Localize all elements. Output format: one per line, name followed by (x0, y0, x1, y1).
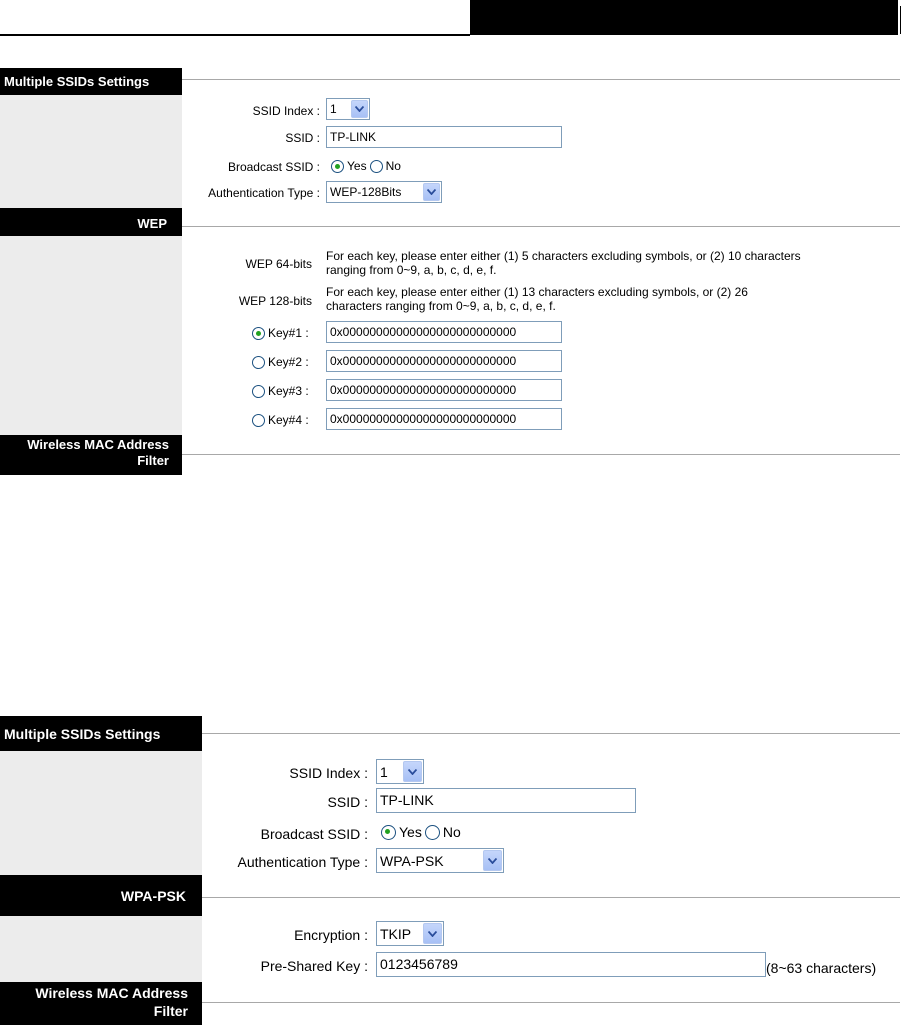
section-title: Multiple SSIDs Settings (4, 726, 161, 742)
ssid-index-label: SSID Index : (289, 765, 368, 781)
wep64-label: WEP 64-bits (245, 257, 312, 271)
wep128-note-line: For each key, please enter either (1) 13 characters excluding symbols, or (2) 26 (326, 285, 748, 299)
broadcast-yes-radio[interactable] (381, 825, 396, 840)
section-wireless-mac-filter (0, 435, 182, 475)
auth-type-label: Authentication Type : (208, 186, 320, 200)
key3-input[interactable]: 0x00000000000000000000000000 (326, 379, 562, 401)
encryption-label: Encryption : (294, 927, 368, 943)
auth-type-select[interactable] (376, 848, 504, 873)
pre-shared-key-input[interactable]: 0123456789 (376, 952, 766, 977)
key2-radio[interactable] (252, 356, 265, 369)
section-separator (182, 454, 900, 455)
ssid-index-value: 1 (330, 102, 337, 116)
section-wpa-psk (0, 875, 202, 916)
broadcast-no-label: No (442, 824, 461, 840)
wep64-note-line: ranging from 0~9, a, b, c, d, e, f. (326, 263, 497, 277)
key4-input[interactable]: 0x00000000000000000000000000 (326, 408, 562, 430)
chevron-down-icon[interactable] (423, 183, 440, 201)
broadcast-yes-label: Yes (347, 159, 367, 173)
key2-input[interactable]: 0x00000000000000000000000000 (326, 350, 562, 372)
ssid-label: SSID : (327, 794, 368, 810)
broadcast-yes-label: Yes (399, 824, 422, 840)
section-separator (182, 226, 900, 227)
pre-shared-key-hint: (8~63 characters) (766, 960, 877, 976)
ssid-input[interactable]: TP-LINK (376, 788, 636, 813)
section-wireless-mac-filter (0, 982, 202, 1025)
section-wep (0, 208, 182, 236)
broadcast-ssid-options (331, 159, 401, 173)
key1-input[interactable]: 0x00000000000000000000000000 (326, 321, 562, 343)
section-title: WPA-PSK (120, 888, 186, 904)
key3-radio[interactable] (252, 385, 265, 398)
broadcast-ssid-options (381, 824, 461, 840)
broadcast-yes-radio[interactable] (331, 160, 344, 173)
auth-type-value: WPA-PSK (380, 852, 444, 869)
sidebar-grey-block (0, 916, 202, 982)
section-title: Filter (137, 453, 169, 468)
wep128-note-line: characters ranging from 0~9, a, b, c, d, e, f. (326, 299, 556, 313)
section-title: Wireless MAC Address (35, 985, 188, 1001)
key3-row (252, 384, 309, 398)
ssid-index-label: SSID Index : (252, 104, 320, 118)
header-black-bar (470, 0, 898, 35)
section-separator (182, 79, 900, 80)
auth-type-value: WEP-128Bits (330, 185, 402, 199)
chevron-down-icon[interactable] (403, 761, 422, 782)
encryption-select[interactable] (376, 921, 444, 946)
broadcast-no-radio[interactable] (370, 160, 383, 173)
key4-label: Key#4 : (268, 413, 309, 427)
sidebar-grey-block (0, 236, 182, 435)
key1-label: Key#1 : (268, 326, 309, 340)
chevron-down-icon[interactable] (351, 100, 368, 118)
section-multiple-ssids-settings (0, 716, 202, 751)
header-rule (0, 34, 470, 36)
key2-label: Key#2 : (268, 355, 309, 369)
ssid-index-value: 1 (380, 763, 388, 780)
broadcast-no-radio[interactable] (425, 825, 440, 840)
wep64-note-line: For each key, please enter either (1) 5 characters excluding symbols, or (2) 10 characters (326, 249, 801, 263)
chevron-down-icon[interactable] (423, 923, 442, 944)
section-separator (202, 733, 900, 734)
broadcast-ssid-label: Broadcast SSID : (227, 160, 320, 174)
header-edge-line (900, 6, 901, 34)
sidebar-grey-block (0, 751, 202, 875)
chevron-down-icon[interactable] (483, 850, 502, 871)
ssid-input[interactable]: TP-LINK (326, 126, 562, 148)
section-multiple-ssids-settings (0, 68, 182, 95)
auth-type-select[interactable] (326, 181, 442, 203)
key1-radio[interactable] (252, 327, 265, 340)
key3-label: Key#3 : (268, 384, 309, 398)
key4-radio[interactable] (252, 414, 265, 427)
wep128-label: WEP 128-bits (238, 294, 312, 308)
section-title: Wireless MAC Address (27, 437, 169, 452)
ssid-label: SSID : (285, 131, 320, 145)
section-separator (202, 1002, 900, 1003)
auth-type-label: Authentication Type : (237, 854, 368, 870)
key1-row (252, 326, 309, 340)
section-title: Multiple SSIDs Settings (4, 74, 150, 89)
section-separator (202, 897, 900, 898)
section-title: WEP (137, 216, 167, 231)
broadcast-ssid-label: Broadcast SSID : (260, 826, 368, 842)
pre-shared-key-label: Pre-Shared Key : (260, 958, 368, 974)
wep64-note (326, 249, 906, 277)
sidebar-grey-block (0, 95, 182, 208)
encryption-value: TKIP (380, 925, 412, 942)
ssid-index-select[interactable] (326, 98, 370, 120)
broadcast-no-label: No (385, 159, 401, 173)
ssid-index-select[interactable] (376, 759, 424, 784)
wep128-note (326, 285, 906, 313)
section-title: Filter (153, 1003, 188, 1019)
key2-row (252, 355, 309, 369)
key4-row (252, 413, 309, 427)
